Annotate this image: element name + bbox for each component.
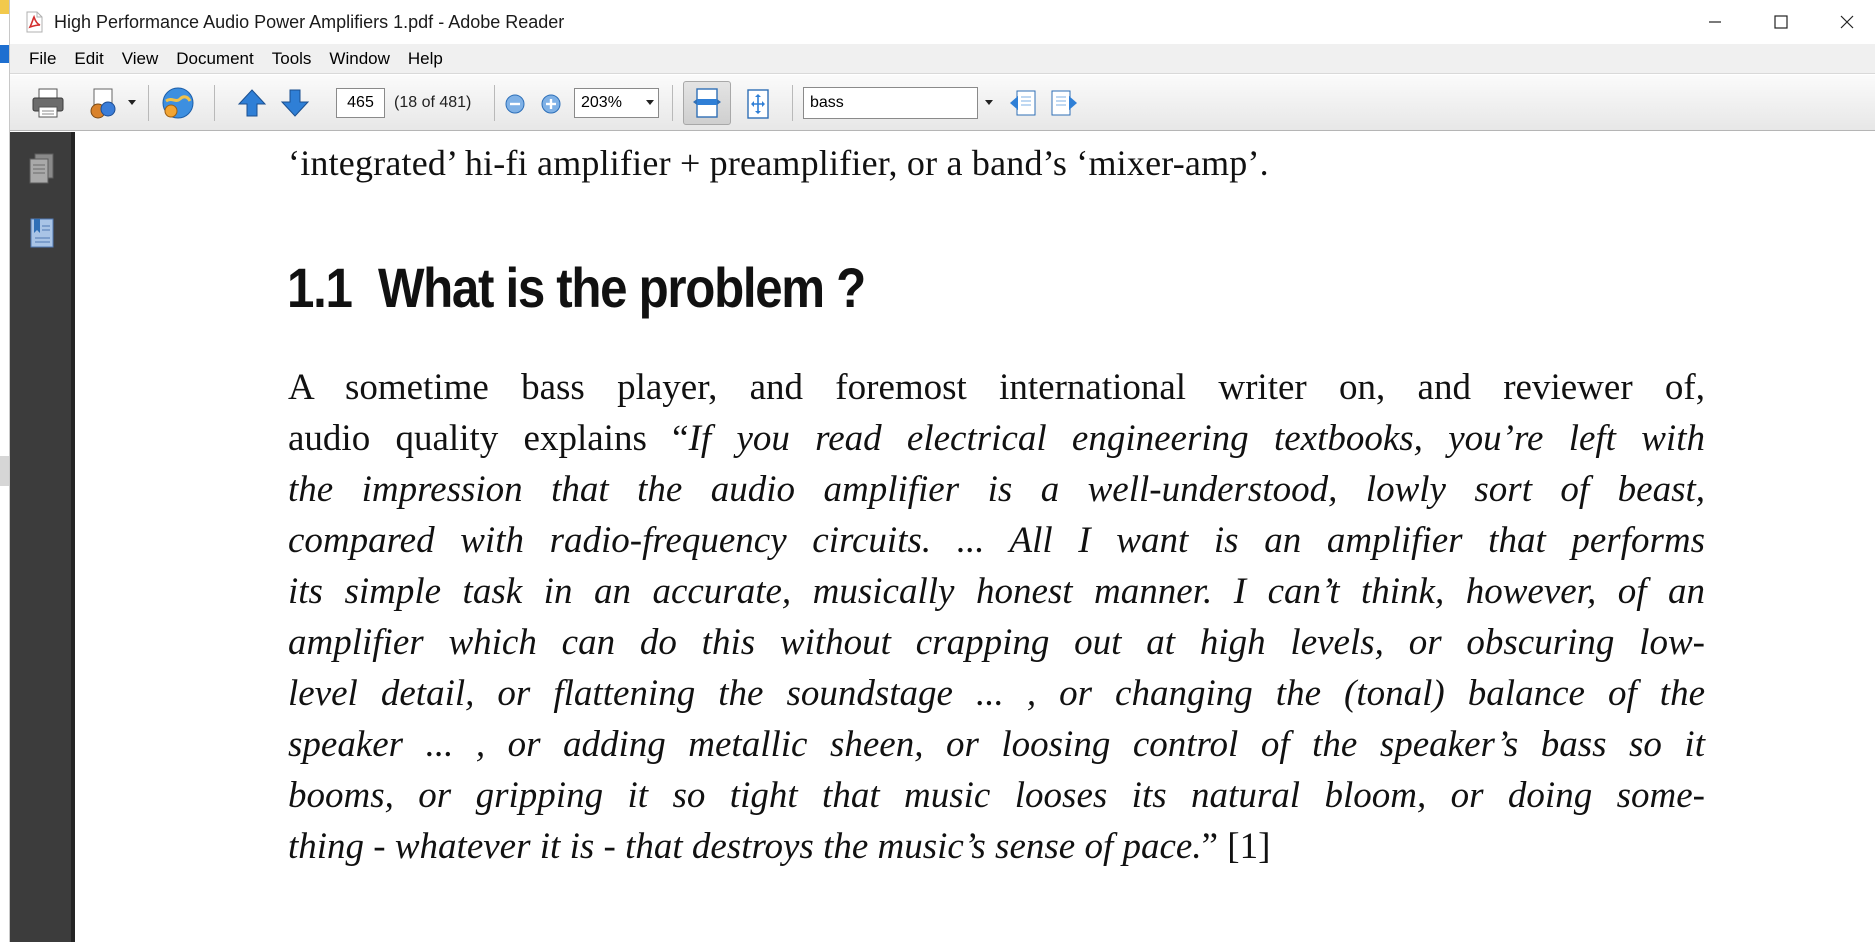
paragraph-line (288, 566, 1705, 617)
pdf-file-icon (22, 10, 46, 34)
fit-page-icon[interactable] (742, 87, 774, 126)
toolbar-separator (494, 85, 495, 121)
zoom-dropdown-icon[interactable] (646, 100, 654, 105)
menu-bar (10, 44, 1875, 74)
quote-text: its simple task in an accurate, musically honest manner. I can’t think, however, of an (288, 571, 1705, 612)
menu-view[interactable]: View (121, 48, 159, 68)
zoom-level-input[interactable]: 203% (574, 88, 659, 118)
menu-edit[interactable]: Edit (74, 48, 104, 68)
paragraph-line (288, 770, 1705, 821)
bookmarks-panel-icon[interactable] (27, 216, 57, 255)
fit-width-button[interactable] (683, 81, 731, 125)
minimize-button[interactable] (1687, 0, 1743, 44)
paragraph-text: audio quality explains “ (288, 418, 689, 459)
quote-text: booms, or gripping it so tight that music looses its natural bloom, or doing some- (288, 775, 1705, 816)
section-heading (287, 255, 865, 320)
quote-text: thing - whatever it is - that destroys the music’s sense of pace. (288, 826, 1202, 867)
desktop-edge (0, 0, 10, 942)
close-button[interactable] (1819, 0, 1875, 44)
search-dropdown-icon[interactable] (985, 100, 993, 105)
menu-document[interactable]: Document (176, 48, 254, 68)
quote-text: speaker ... , or adding metallic sheen, or loosing control of the speaker’s bass so it (288, 724, 1705, 765)
paragraph-line (288, 464, 1705, 515)
fit-width-icon (684, 82, 730, 124)
toolbar-separator (792, 85, 793, 121)
window-title: High Performance Audio Power Amplifiers 1.pdf - Adobe Reader (54, 11, 565, 32)
desktop-edge-blue (0, 45, 9, 63)
quote-text: the impression that the audio amplifier is a well-understood, lowly sort of beast, (288, 469, 1705, 510)
menu-window[interactable]: Window (329, 48, 390, 68)
search-input[interactable]: bass (803, 87, 978, 119)
toolbar-separator (672, 85, 673, 121)
toolbar-separator (214, 85, 215, 121)
quote-text: If you read electrical engineering textbooks, you’re left with (688, 418, 1705, 459)
paragraph-line (288, 821, 1705, 872)
paragraph-line (288, 668, 1705, 719)
zoom-out-icon[interactable] (504, 93, 526, 120)
paragraph-line (288, 719, 1705, 770)
next-page-icon[interactable] (279, 87, 311, 124)
paragraph-line (288, 413, 1705, 464)
collaborate-icon[interactable] (158, 83, 198, 128)
desktop-edge-gray (0, 456, 9, 486)
quote-text: compared with radio-frequency circuits. ... All I want is an amplifier that performs (288, 520, 1705, 561)
navigation-pane (10, 132, 75, 942)
menu-help[interactable]: Help (407, 48, 443, 68)
zoom-in-icon[interactable] (540, 93, 562, 120)
section-number: 1.1 (287, 256, 352, 319)
share-icon[interactable] (86, 85, 122, 126)
partial-text-line: ‘integrated’ hi-fi amplifier + preamplifier, or a band’s ‘mixer-amp’. (288, 143, 1269, 183)
paragraph-line (288, 515, 1705, 566)
previous-page-icon[interactable] (236, 87, 268, 124)
menu-tools[interactable]: Tools (271, 48, 312, 68)
toolbar-separator (148, 85, 149, 121)
find-previous-icon[interactable] (1007, 87, 1039, 124)
print-icon[interactable] (30, 85, 66, 126)
pages-panel-icon[interactable] (27, 152, 57, 191)
toolbar (10, 75, 1875, 131)
page-number-input[interactable]: 465 (336, 88, 385, 118)
quote-text: amplifier which can do this without crapping out at high levels, or obscuring low- (288, 622, 1705, 663)
find-next-icon[interactable] (1048, 87, 1080, 124)
quote-text: level detail, or flattening the soundstage ... , or changing the (tonal) balance of the (288, 673, 1705, 714)
document-view[interactable] (75, 132, 1875, 942)
paragraph-line: A sometime bass player, and foremost international writer on, and reviewer of, (288, 367, 1705, 408)
maximize-button[interactable] (1753, 0, 1809, 44)
share-dropdown-icon[interactable] (128, 100, 136, 105)
body-paragraph (288, 362, 1705, 872)
citation-text: ” [1] (1201, 826, 1271, 867)
title-bar (10, 0, 1875, 44)
section-title: What is the problem ? (377, 256, 865, 319)
paragraph-line (288, 617, 1705, 668)
desktop-edge-yellow (0, 0, 9, 14)
page-count-label: (18 of 481) (394, 94, 472, 111)
menu-file[interactable]: File (29, 48, 57, 68)
